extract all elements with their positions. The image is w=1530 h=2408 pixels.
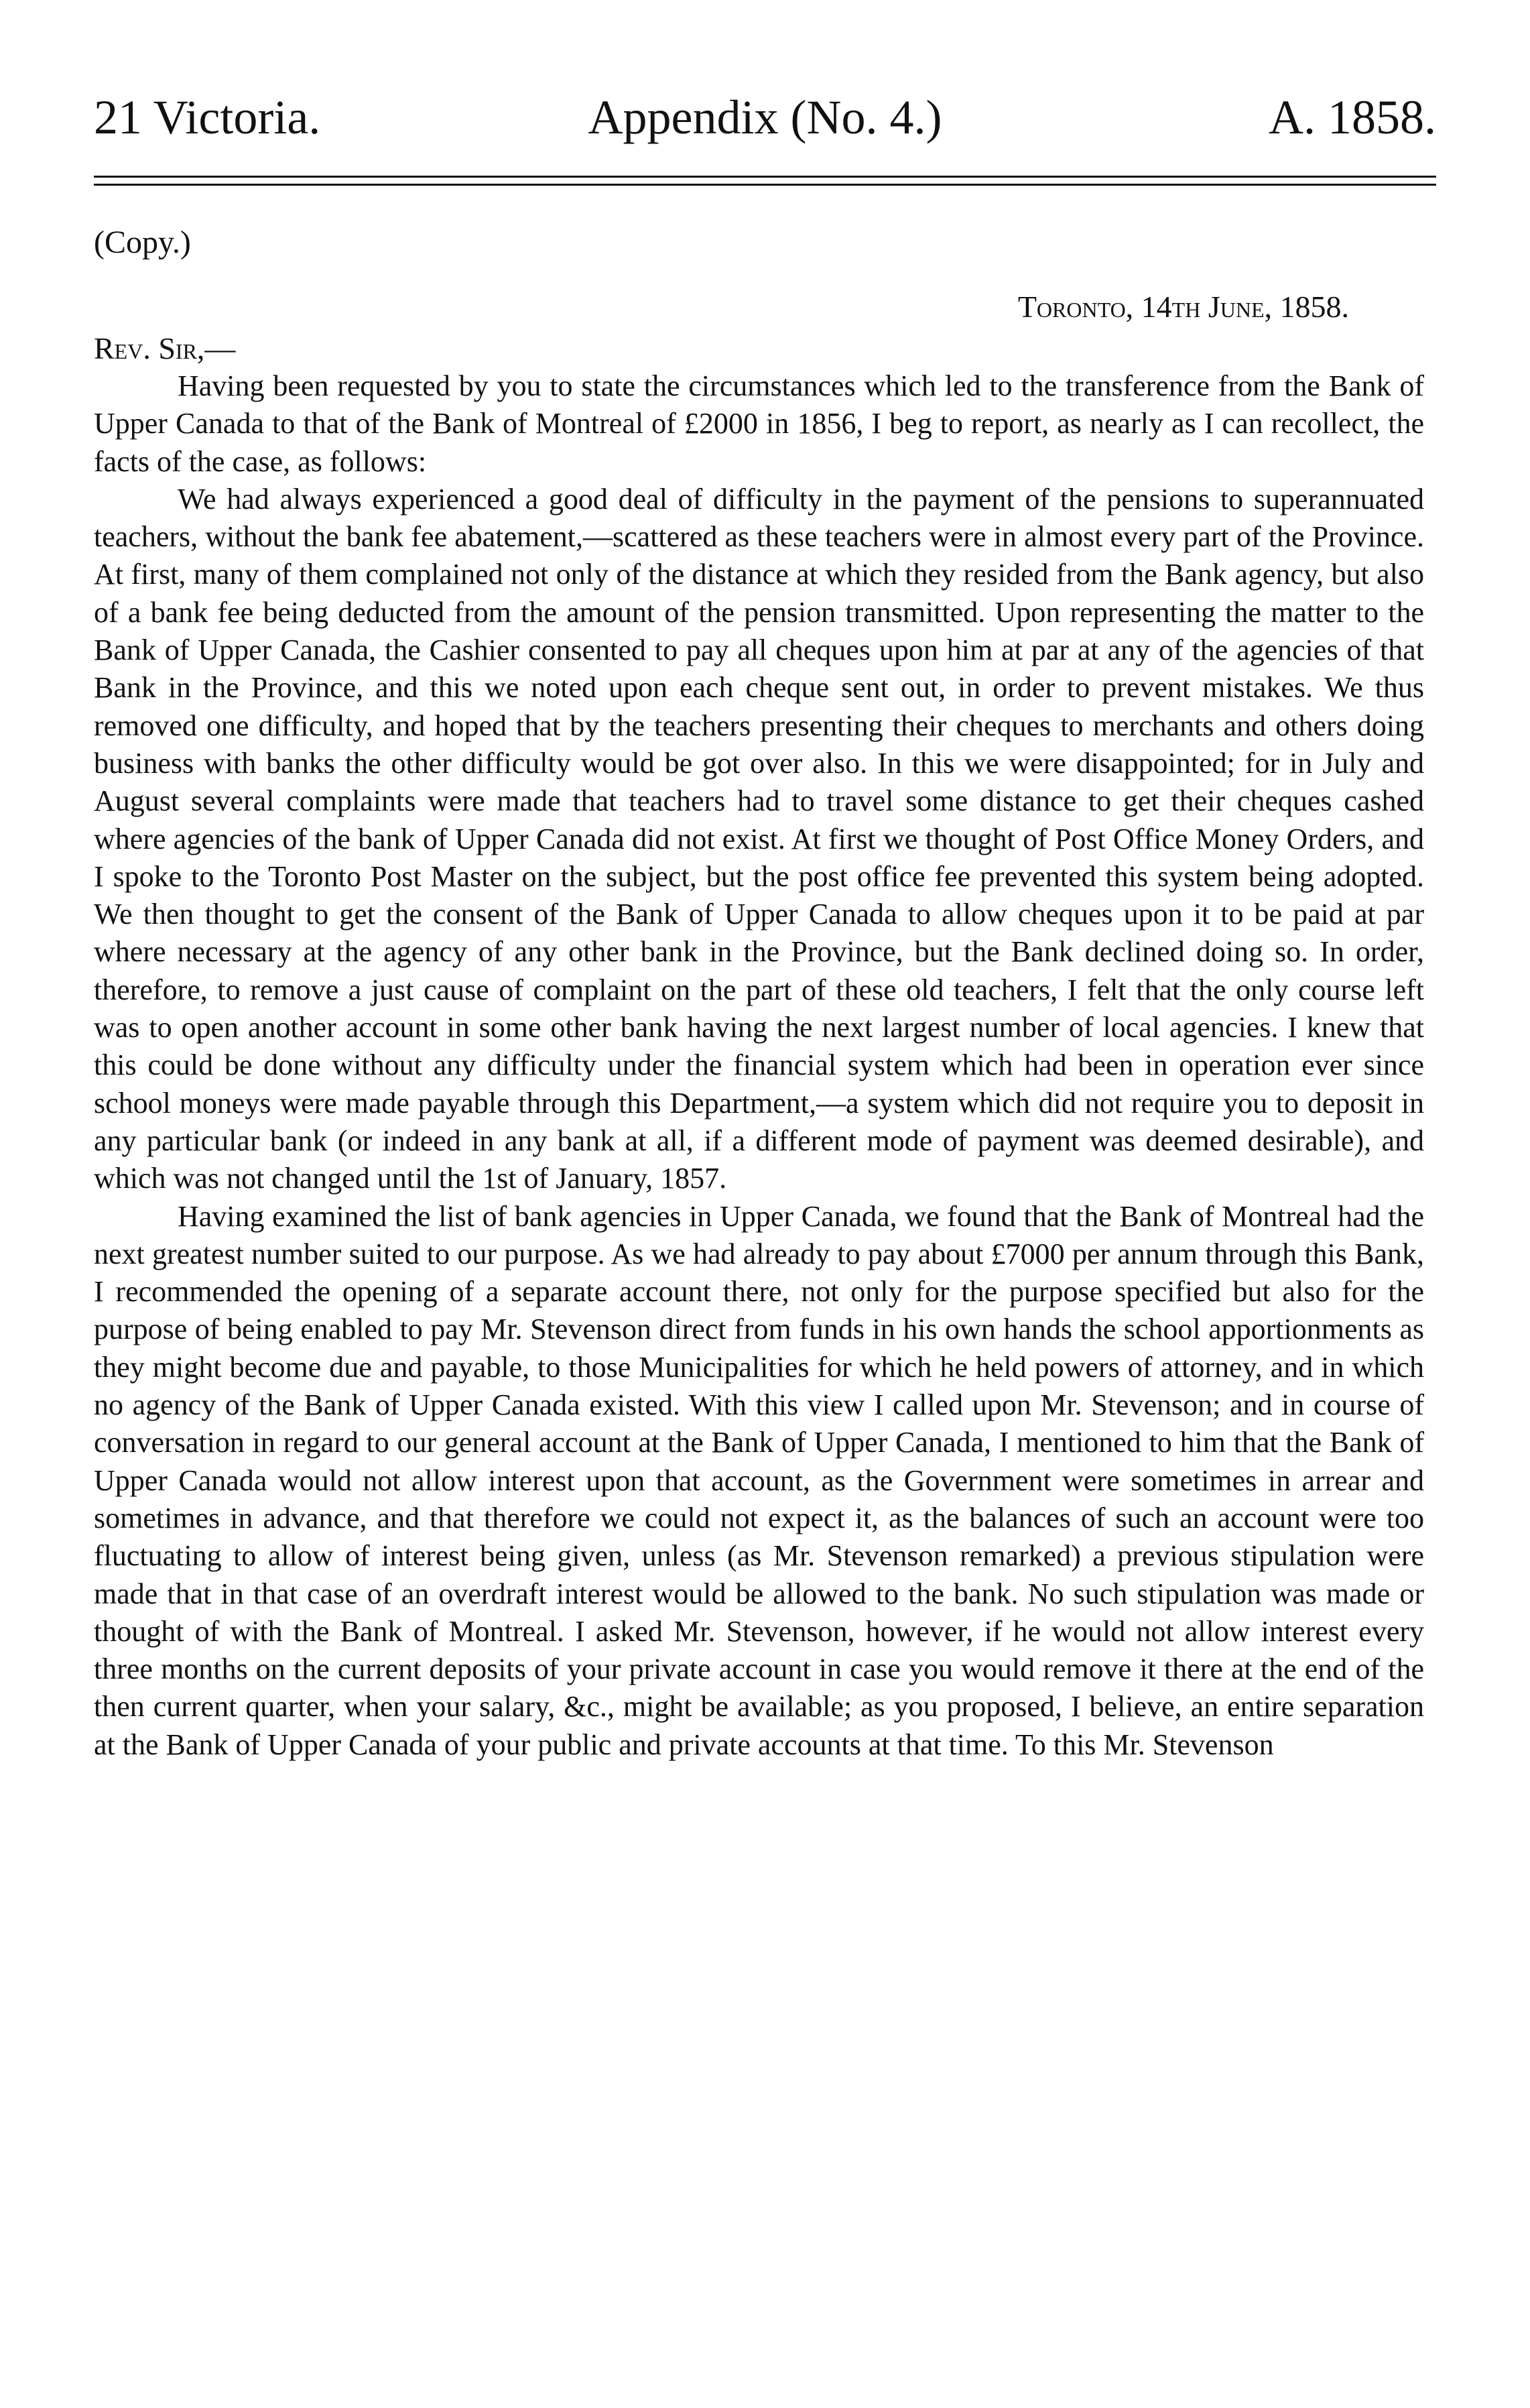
- header-rule-bottom: [94, 184, 1436, 186]
- letter-dateline: Toronto, 14th June, 1858.: [1017, 290, 1349, 324]
- header-appendix: Appendix (No. 4.): [588, 91, 942, 144]
- header-rule-top: [94, 176, 1436, 178]
- copy-note: (Copy.): [94, 225, 191, 260]
- paragraph: We had always experienced a good deal of difficulty in the payment of the pensions to superannuated teachers, without the bank fee abatement,—scattered as these teachers were in almost every part of the Province. At first, many of them complained not only of the distance at which they resided from the Bank agency, but also of a bank fee being deducted from the amount of the pension transmitted. Upon representing the matter to the Bank of Upper Canada, the Cashier consented to pay all cheques upon him at par at any of the agencies of that Bank in the Province, and this we noted upon each cheque sent out, in order to prevent mistakes. We thus removed one difficulty, and hoped that by the teachers presenting their cheques to merchants and others doing business with banks the other difficulty would be got over also. In this we were disappointed; for in July and August several complaints were made that teachers had to travel some distance to get their cheques cashed where agencies of the bank of Upper Canada did not exist. At first we thought of Post Office Money Orders, and I spoke to the Toronto Post Master on the subject, but the post office fee prevented this system being adopted. We then thought to get the consent of the Bank of Upper Canada to allow cheques upon it to be paid at par where necessary at the agency of any other bank in the Province, but the Bank declined doing so. In order, therefore, to remove a just cause of complaint on the part of these old teachers, I felt that the only course left was to open another account in some other bank having the next largest number of local agencies. I knew that this could be done without any difficulty under the financial system which had been in operation ever since school moneys were made payable through this Department,—a system which did not require you to deposit in any particular bank (or indeed in any bank at all, if a different mode of payment was deemed desirable), and which was not changed until the 1st of January, 1857.: [94, 482, 1424, 1195]
- header-year: A. 1858.: [1269, 91, 1436, 144]
- running-header: [94, 87, 1436, 147]
- letter-salutation: Rev. Sir,—: [94, 331, 236, 365]
- paragraph: Having examined the list of bank agencies in Upper Canada, we found that the Bank of Montreal had the next greatest number suited to our purpose. As we had already to pay about £7000 per annum through this Bank, I recommended the opening of a separate account there, not only for the purpose specified but also for the purpose of being enabled to pay Mr. Stevenson direct from funds in his own hands the school apportionments as they might become due and payable, to those Municipalities for which he held powers of attorney, and in which no agency of the Bank of Upper Canada existed. With this view I called upon Mr. Stevenson; and in course of conversation in regard to our general account at the Bank of Upper Canada, I mentioned to him that the Bank of Upper Canada would not allow interest upon that account, as the Government were sometimes in arrear and sometimes in advance, and that therefore we could not expect it, as the balances of such an account were too fluctuating to allow of interest being given, unless (as Mr. Stevenson remarked) a previous stipulation were made that in that case of an overdraft interest would be allowed to the bank. No such stipulation was made or thought of with the Bank of Montreal. I asked Mr. Stevenson, however, if he would not allow interest every three months on the current deposits of your private account in case you would remove it there at the end of the then current quarter, when your salary, &c., might be available; as you proposed, I believe, an entire separation at the Bank of Upper Canada of your public and private accounts at that time. To this Mr. Stevenson: [94, 1199, 1424, 1761]
- header-session: 21 Victoria.: [94, 91, 321, 144]
- paragraph: Having been requested by you to state the circumstances which led to the transference from the Bank of Upper Canada to that of the Bank of Montreal of £2000 in 1856, I beg to report, as nearly as I can recollect, the facts of the case, as follows:: [94, 369, 1424, 478]
- letter-body: [94, 367, 1424, 1764]
